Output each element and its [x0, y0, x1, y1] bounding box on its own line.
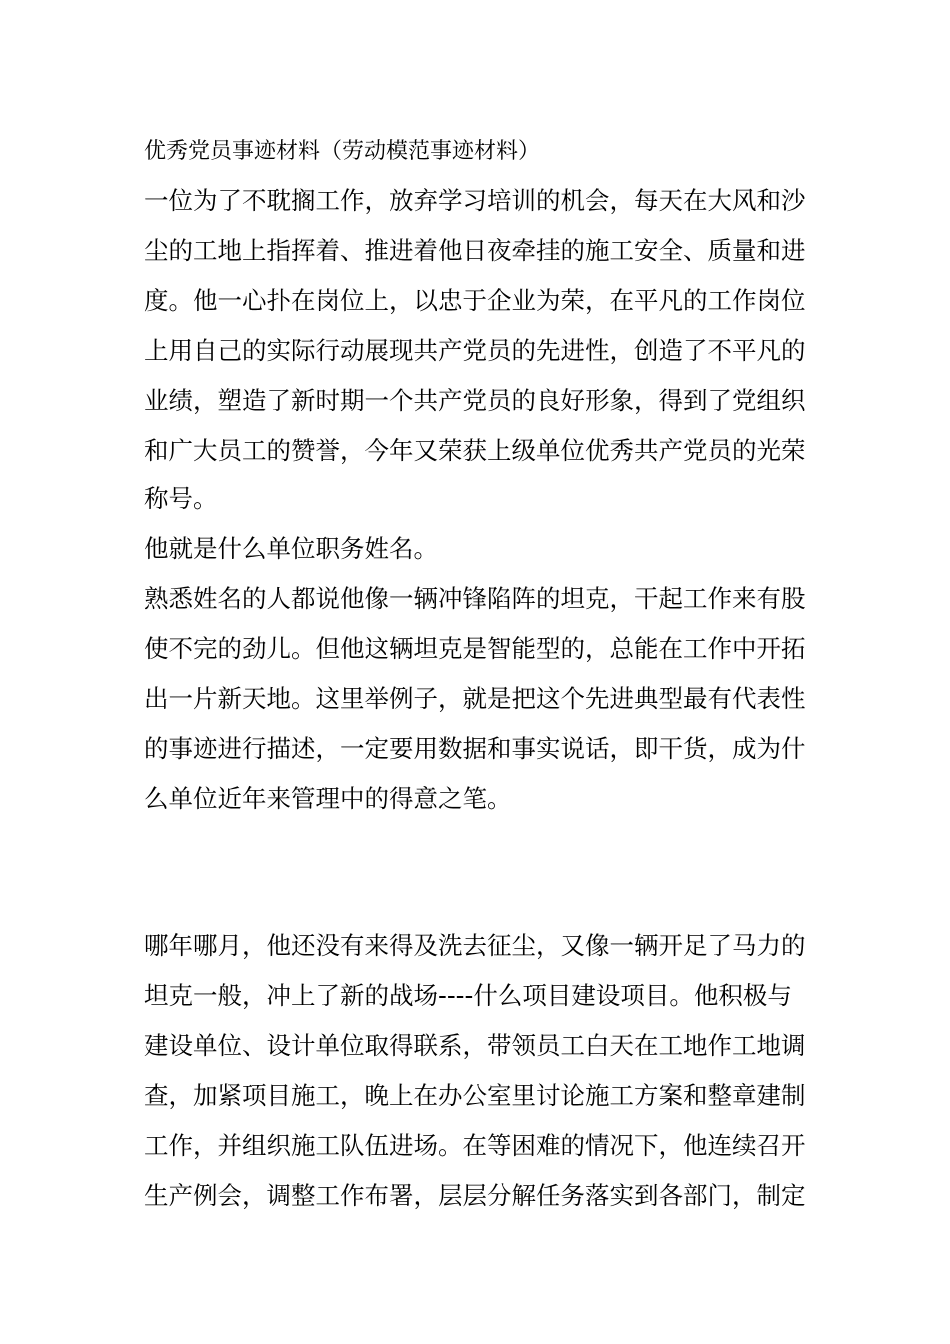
text-line-9: 熟悉姓名的人都说他像一辆冲锋陷阵的坦克，干起工作来有股: [144, 584, 806, 613]
text-line-3: 度。他一心扑在岗位上，以忠于企业为荣，在平凡的工作岗位: [144, 286, 806, 315]
text-line-12: 的事迹进行描述，一定要用数据和事实说话，即干货，成为什: [144, 734, 806, 763]
text-line-10: 使不完的劲儿。但他这辆坦克是智能型的，总能在工作中开拓: [144, 634, 806, 663]
text-line-7: 称号。: [144, 484, 218, 513]
text-line-5: 业绩，塑造了新时期一个共产党员的良好形象，得到了党组织: [144, 386, 806, 415]
text-line-15: 坦克一般，冲上了新的战场----什么项目建设项目。他积极与: [144, 981, 792, 1010]
text-line-1: 一位为了不耽搁工作，放弃学习培训的机会，每天在大风和沙: [144, 186, 806, 215]
text-line-17: 查，加紧项目施工，晚上在办公室里讨论施工方案和整章建制: [144, 1081, 806, 1110]
text-line-16: 建设单位、设计单位取得联系，带领员工白天在工地作工地调: [144, 1031, 806, 1060]
text-line-8: 他就是什么单位职务姓名。: [144, 534, 438, 563]
text-line-6: 和广大员工的赞誉，今年又荣获上级单位优秀共产党员的光荣: [144, 436, 806, 465]
text-line-13: 么单位近年来管理中的得意之笔。: [144, 784, 512, 813]
text-line-4: 上用自己的实际行动展现共产党员的先进性，创造了不平凡的: [144, 336, 806, 365]
text-line-14: 哪年哪月，他还没有来得及洗去征尘，又像一辆开足了马力的: [144, 931, 806, 960]
text-line-2: 尘的工地上指挥着、推进着他日夜牵挂的施工安全、质量和进: [144, 236, 806, 265]
text-line-19: 生产例会，调整工作布署，层层分解任务落实到各部门，制定: [144, 1181, 806, 1210]
text-line-11: 出一片新天地。这里举例子，就是把这个先进典型最有代表性: [144, 684, 806, 713]
document-title: 优秀党员事迹材料（劳动模范事迹材料）: [144, 139, 541, 164]
text-line-18: 工作，并组织施工队伍进场。在等困难的情况下，他连续召开: [144, 1131, 806, 1160]
